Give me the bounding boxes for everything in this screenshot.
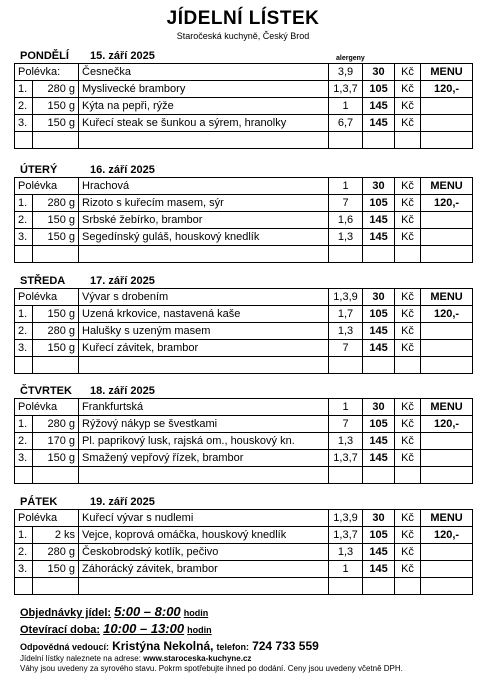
meal-allergens: 1,3 bbox=[329, 544, 363, 561]
orders-hours: 5:00 – 8:00 bbox=[114, 604, 181, 619]
meal-name: Rýžový nákyp se švestkami bbox=[79, 416, 329, 433]
meal-number: 3. bbox=[15, 561, 33, 578]
menu-blank-cell bbox=[421, 544, 473, 561]
menu-label: MENU bbox=[421, 399, 473, 416]
meal-quantity: 150 g bbox=[33, 98, 79, 115]
meal-price: 145 bbox=[363, 323, 395, 340]
day-name: STŘEDA bbox=[20, 275, 66, 287]
meal-allergens: 1,3,7 bbox=[329, 527, 363, 544]
soup-allergens: 1,3,9 bbox=[329, 510, 363, 527]
soup-row bbox=[15, 399, 473, 416]
menu-price: 120,- bbox=[421, 416, 473, 433]
day-date: 18. září 2025 bbox=[90, 385, 155, 397]
meal-name: Kýta na pepři, rýže bbox=[79, 98, 329, 115]
meal-row bbox=[15, 229, 473, 246]
manager-name: Kristýna Nekolná, bbox=[112, 639, 214, 653]
soup-name: Česnečka bbox=[79, 64, 329, 81]
soup-currency: Kč bbox=[395, 510, 421, 527]
meal-row bbox=[15, 306, 473, 323]
day-header bbox=[14, 50, 472, 63]
soup-allergens: 1 bbox=[329, 178, 363, 195]
meal-row bbox=[15, 212, 473, 229]
meal-name: Halušky s uzeným masem bbox=[79, 323, 329, 340]
meal-quantity: 150 g bbox=[33, 340, 79, 357]
day-date: 15. září 2025 bbox=[90, 50, 155, 62]
menu-blank-cell bbox=[421, 450, 473, 467]
meal-number: 3. bbox=[15, 340, 33, 357]
footer bbox=[20, 605, 480, 674]
day-header bbox=[14, 275, 472, 288]
meal-currency: Kč bbox=[395, 544, 421, 561]
meal-price: 105 bbox=[363, 195, 395, 212]
web-line bbox=[20, 654, 480, 664]
orders-label: Objednávky jídel: bbox=[20, 607, 112, 619]
meal-price: 145 bbox=[363, 212, 395, 229]
meal-currency: Kč bbox=[395, 340, 421, 357]
meal-quantity: 150 g bbox=[33, 561, 79, 578]
web-url-link[interactable]: www.staroceska-kuchyne.cz bbox=[143, 654, 252, 663]
meal-allergens: 6,7 bbox=[329, 115, 363, 132]
meal-quantity: 280 g bbox=[33, 195, 79, 212]
meal-quantity: 150 g bbox=[33, 212, 79, 229]
meal-currency: Kč bbox=[395, 195, 421, 212]
day-date: 16. září 2025 bbox=[90, 164, 155, 176]
meal-currency: Kč bbox=[395, 212, 421, 229]
soup-row bbox=[15, 178, 473, 195]
page-title: JÍDELNÍ LÍSTEK bbox=[166, 8, 320, 29]
day-menu-table bbox=[14, 177, 473, 263]
meal-quantity: 170 g bbox=[33, 433, 79, 450]
meal-number: 1. bbox=[15, 527, 33, 544]
orders-unit: hodin bbox=[183, 608, 209, 618]
web-prefix: Jídelní lístky naleznete na adrese: bbox=[20, 654, 141, 663]
meal-name: Myslivecké brambory bbox=[79, 81, 329, 98]
meal-quantity: 150 g bbox=[33, 450, 79, 467]
meal-row bbox=[15, 450, 473, 467]
day-name: PONDĚLÍ bbox=[20, 50, 69, 62]
menu-price: 120,- bbox=[421, 306, 473, 323]
meal-price: 145 bbox=[363, 98, 395, 115]
menu-label: MENU bbox=[421, 510, 473, 527]
meal-price: 105 bbox=[363, 527, 395, 544]
meal-row bbox=[15, 527, 473, 544]
meal-row bbox=[15, 115, 473, 132]
meal-price: 145 bbox=[363, 115, 395, 132]
meal-quantity: 2 ks bbox=[33, 527, 79, 544]
soup-name: Hrachová bbox=[79, 178, 329, 195]
meal-quantity: 150 g bbox=[33, 306, 79, 323]
meal-number: 2. bbox=[15, 323, 33, 340]
opening-hours: 10:00 – 13:00 bbox=[103, 621, 185, 636]
meal-number: 2. bbox=[15, 433, 33, 450]
meal-row bbox=[15, 416, 473, 433]
opening-unit: hodin bbox=[187, 625, 212, 635]
meal-name: Kuřecí steak se šunkou a sýrem, hranolky bbox=[79, 115, 329, 132]
menu-blank-cell bbox=[421, 561, 473, 578]
soup-row bbox=[15, 64, 473, 81]
meal-name: Záhorácký závitek, brambor bbox=[79, 561, 329, 578]
meal-currency: Kč bbox=[395, 306, 421, 323]
meal-currency: Kč bbox=[395, 561, 421, 578]
soup-label: Polévka: bbox=[15, 64, 79, 81]
menu-price: 120,- bbox=[421, 81, 473, 98]
empty-row bbox=[15, 357, 473, 374]
meal-number: 3. bbox=[15, 229, 33, 246]
meal-name: Smažený vepřový řízek, brambor bbox=[79, 450, 329, 467]
menu-blank-cell bbox=[421, 212, 473, 229]
menu-label: MENU bbox=[421, 178, 473, 195]
soup-currency: Kč bbox=[395, 399, 421, 416]
soup-allergens: 3,9 bbox=[329, 64, 363, 81]
soup-name: Kuřecí vývar s nudlemi bbox=[79, 510, 329, 527]
meal-row bbox=[15, 195, 473, 212]
soup-price: 30 bbox=[363, 289, 395, 306]
day-header bbox=[14, 385, 472, 398]
meal-row bbox=[15, 98, 473, 115]
phone-number: 724 733 559 bbox=[252, 639, 319, 653]
soup-name: Frankfurtská bbox=[79, 399, 329, 416]
restaurant-subtitle: Staročeská kuchyně, Český Brod bbox=[176, 31, 310, 41]
opening-label: Otevírací doba: bbox=[20, 624, 101, 636]
orders-line bbox=[20, 605, 480, 620]
meal-allergens: 7 bbox=[329, 195, 363, 212]
soup-price: 30 bbox=[363, 399, 395, 416]
day-date: 19. září 2025 bbox=[90, 496, 155, 508]
empty-row bbox=[15, 132, 473, 149]
meal-row bbox=[15, 81, 473, 98]
soup-label: Polévka bbox=[15, 510, 79, 527]
manager-label: Odpovědná vedoucí: bbox=[20, 642, 110, 652]
day-name: ÚTERÝ bbox=[20, 164, 58, 176]
menu-price: 120,- bbox=[421, 195, 473, 212]
day-name: ČTVRTEK bbox=[20, 385, 72, 397]
meal-quantity: 150 g bbox=[33, 229, 79, 246]
meal-name: Českobrodský kotlík, pečivo bbox=[79, 544, 329, 561]
day-section bbox=[14, 385, 472, 484]
menu-price: 120,- bbox=[421, 527, 473, 544]
meal-name: Vejce, koprová omáčka, houskový knedlík bbox=[79, 527, 329, 544]
day-menu-table bbox=[14, 398, 473, 484]
meal-name: Pl. paprikový lusk, rajská om., houskový kn. bbox=[79, 433, 329, 450]
menu-label: MENU bbox=[421, 289, 473, 306]
meal-name: Rizoto s kuřecím masem, sýr bbox=[79, 195, 329, 212]
allergens-header: alergeny bbox=[336, 55, 365, 62]
meal-currency: Kč bbox=[395, 433, 421, 450]
meal-currency: Kč bbox=[395, 416, 421, 433]
day-section bbox=[14, 50, 472, 149]
meal-name: Segedínský guláš, houskový knedlík bbox=[79, 229, 329, 246]
meal-row bbox=[15, 323, 473, 340]
meal-number: 2. bbox=[15, 544, 33, 561]
meal-price: 145 bbox=[363, 340, 395, 357]
meal-allergens: 1,7 bbox=[329, 306, 363, 323]
empty-row bbox=[15, 467, 473, 484]
soup-allergens: 1 bbox=[329, 399, 363, 416]
meal-quantity: 150 g bbox=[33, 115, 79, 132]
meal-price: 145 bbox=[363, 433, 395, 450]
disclaimer: Váhy jsou uvedeny za syrového stavu. Pokrm spotřebujte ihned po dodání. Ceny jsou uvedeny včetně DPH. bbox=[20, 664, 403, 673]
menu-blank-cell bbox=[421, 323, 473, 340]
phone-label: telefon: bbox=[216, 642, 250, 652]
soup-price: 30 bbox=[363, 178, 395, 195]
soup-currency: Kč bbox=[395, 289, 421, 306]
day-section bbox=[14, 164, 472, 263]
meal-quantity: 280 g bbox=[33, 544, 79, 561]
day-menu-table bbox=[14, 63, 473, 149]
day-header bbox=[14, 496, 472, 509]
meal-price: 105 bbox=[363, 306, 395, 323]
meal-name: Srbské žebírko, brambor bbox=[79, 212, 329, 229]
meal-currency: Kč bbox=[395, 527, 421, 544]
meal-allergens: 1,6 bbox=[329, 212, 363, 229]
meal-number: 3. bbox=[15, 450, 33, 467]
soup-row bbox=[15, 510, 473, 527]
day-name: PÁTEK bbox=[20, 496, 58, 508]
menu-blank-cell bbox=[421, 229, 473, 246]
meal-row bbox=[15, 340, 473, 357]
meal-allergens: 1,3 bbox=[329, 323, 363, 340]
menu-label: MENU bbox=[421, 64, 473, 81]
meal-quantity: 280 g bbox=[33, 416, 79, 433]
meal-currency: Kč bbox=[395, 81, 421, 98]
soup-currency: Kč bbox=[395, 64, 421, 81]
meal-quantity: 280 g bbox=[33, 323, 79, 340]
soup-label: Polévka bbox=[15, 399, 79, 416]
meal-allergens: 7 bbox=[329, 416, 363, 433]
meal-price: 105 bbox=[363, 81, 395, 98]
meal-allergens: 1,3,7 bbox=[329, 450, 363, 467]
meal-name: Kuřecí závitek, brambor bbox=[79, 340, 329, 357]
soup-label: Polévka bbox=[15, 289, 79, 306]
meal-allergens: 1,3 bbox=[329, 229, 363, 246]
soup-row bbox=[15, 289, 473, 306]
meal-currency: Kč bbox=[395, 98, 421, 115]
soup-currency: Kč bbox=[395, 178, 421, 195]
meal-name: Uzená krkovice, nastavená kaše bbox=[79, 306, 329, 323]
meal-allergens: 1,3,7 bbox=[329, 81, 363, 98]
meal-currency: Kč bbox=[395, 450, 421, 467]
meal-number: 1. bbox=[15, 81, 33, 98]
empty-row bbox=[15, 246, 473, 263]
meal-allergens: 1 bbox=[329, 98, 363, 115]
day-section bbox=[14, 275, 472, 374]
soup-name: Vývar s drobením bbox=[79, 289, 329, 306]
meal-number: 3. bbox=[15, 115, 33, 132]
meal-row bbox=[15, 561, 473, 578]
meal-number: 2. bbox=[15, 98, 33, 115]
meal-price: 145 bbox=[363, 229, 395, 246]
day-menu-table bbox=[14, 509, 473, 595]
meal-price: 105 bbox=[363, 416, 395, 433]
meal-number: 1. bbox=[15, 195, 33, 212]
soup-allergens: 1,3,9 bbox=[329, 289, 363, 306]
meal-currency: Kč bbox=[395, 229, 421, 246]
opening-line bbox=[20, 622, 480, 637]
meal-allergens: 1 bbox=[329, 561, 363, 578]
menu-blank-cell bbox=[421, 433, 473, 450]
empty-row bbox=[15, 578, 473, 595]
soup-price: 30 bbox=[363, 64, 395, 81]
meal-allergens: 1,3 bbox=[329, 433, 363, 450]
manager-line bbox=[20, 639, 480, 654]
meal-number: 1. bbox=[15, 416, 33, 433]
day-date: 17. září 2025 bbox=[90, 275, 155, 287]
meal-price: 145 bbox=[363, 450, 395, 467]
meal-number: 1. bbox=[15, 306, 33, 323]
soup-price: 30 bbox=[363, 510, 395, 527]
menu-blank-cell bbox=[421, 98, 473, 115]
soup-label: Polévka bbox=[15, 178, 79, 195]
meal-allergens: 7 bbox=[329, 340, 363, 357]
meal-row bbox=[15, 433, 473, 450]
meal-price: 145 bbox=[363, 561, 395, 578]
meal-quantity: 280 g bbox=[33, 81, 79, 98]
day-menu-table bbox=[14, 288, 473, 374]
day-header bbox=[14, 164, 472, 177]
meal-price: 145 bbox=[363, 544, 395, 561]
menu-blank-cell bbox=[421, 115, 473, 132]
meal-currency: Kč bbox=[395, 323, 421, 340]
meal-currency: Kč bbox=[395, 115, 421, 132]
meal-row bbox=[15, 544, 473, 561]
menu-blank-cell bbox=[421, 340, 473, 357]
day-section bbox=[14, 496, 472, 595]
meal-number: 2. bbox=[15, 212, 33, 229]
